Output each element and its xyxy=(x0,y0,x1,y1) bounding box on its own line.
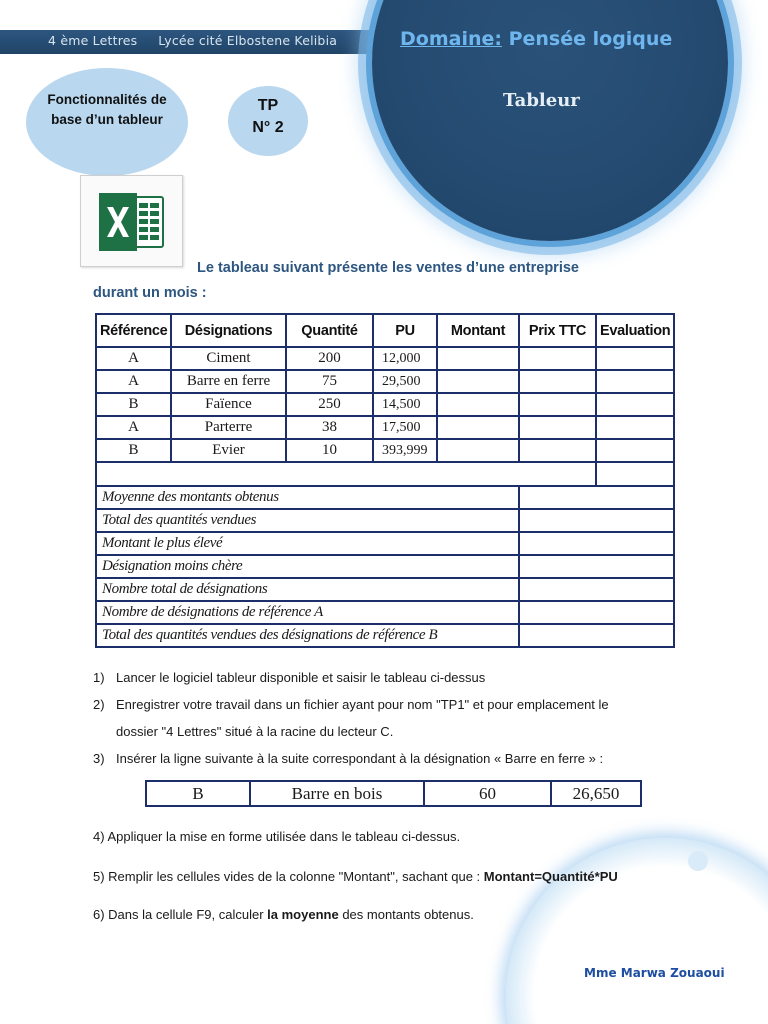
summary-row xyxy=(96,509,674,532)
instruction-text: 6) Dans la cellule F9, calculer xyxy=(93,907,264,922)
instruction-text: des montants obtenus. xyxy=(342,907,474,922)
instruction-text: 5) Remplir les cellules vides de la colonne "Montant", sachant que : xyxy=(93,869,481,884)
summary-label: Montant le plus élevé xyxy=(96,532,519,555)
header-reference: Référence xyxy=(96,314,171,347)
topic-line-1: Fonctionnalités de xyxy=(47,92,167,107)
cell-designation: Evier xyxy=(171,439,286,462)
cell-pu: 29,500 xyxy=(373,370,437,393)
domain-label: Domaine: xyxy=(400,28,502,50)
table-row xyxy=(96,393,674,416)
summary-value-cell xyxy=(519,578,674,601)
instruction-number: 1) xyxy=(93,670,105,685)
topic-line-2: base d’un tableur xyxy=(51,112,163,127)
blank-cell xyxy=(596,462,674,486)
tp-line-1: TP xyxy=(257,97,279,114)
cell-prix-ttc xyxy=(519,439,596,462)
cell-pu: 26,650 xyxy=(551,781,641,806)
blank-cell xyxy=(96,462,596,486)
instruction-number: 3) xyxy=(93,751,105,766)
table-row xyxy=(96,416,674,439)
cell-montant xyxy=(437,439,519,462)
cell-evaluation xyxy=(596,416,674,439)
summary-label: Nombre de désignations de référence A xyxy=(96,601,519,624)
instruction-4: 4) Appliquer la mise en forme utilisée dans le tableau ci-dessus. xyxy=(93,829,461,844)
cell-quantite: 38 xyxy=(286,416,373,439)
cell-prix-ttc xyxy=(519,393,596,416)
cell-prix-ttc xyxy=(519,370,596,393)
cell-quantite: 200 xyxy=(286,347,373,370)
summary-label: Nombre total de désignations xyxy=(96,578,519,601)
cell-evaluation xyxy=(596,393,674,416)
school-label: 4 ème Lettres Lycée cité Elbostene Kelibia xyxy=(48,33,338,48)
summary-label: Désignation moins chère xyxy=(96,555,519,578)
summary-row xyxy=(96,578,674,601)
instruction-1 xyxy=(93,670,485,685)
cell-pu: 12,000 xyxy=(373,347,437,370)
summary-value-cell xyxy=(519,601,674,624)
cell-pu: 393,999 xyxy=(373,439,437,462)
table-row xyxy=(96,370,674,393)
instruction-text: Enregistrer votre travail dans un fichier ayant pour nom "TP1" et pour emplacement le xyxy=(116,697,609,712)
instruction-number: 2) xyxy=(93,697,105,712)
emphasis-text: la moyenne xyxy=(267,907,339,922)
cell-designation: Barre en ferre xyxy=(171,370,286,393)
header-pu: PU xyxy=(373,314,437,347)
cell-reference: A xyxy=(96,416,171,439)
cell-quantite: 60 xyxy=(424,781,551,806)
formula-text: Montant=Quantité*PU xyxy=(483,869,618,884)
domain-value: Pensée logique xyxy=(508,28,673,50)
cell-reference: B xyxy=(96,439,171,462)
table-blank-row xyxy=(96,462,674,486)
excel-icon xyxy=(99,193,165,251)
summary-value-cell xyxy=(519,624,674,647)
cell-pu: 17,500 xyxy=(373,416,437,439)
instruction-text: Lancer le logiciel tableur disponible et saisir le tableau ci-dessus xyxy=(116,670,486,685)
summary-value-cell xyxy=(519,532,674,555)
summary-row xyxy=(96,555,674,578)
summary-value-cell xyxy=(519,486,674,509)
cell-quantite: 250 xyxy=(286,393,373,416)
cell-montant xyxy=(437,347,519,370)
cell-reference: A xyxy=(96,370,171,393)
instruction-text: dossier "4 Lettres" situé à la racine du lecteur C. xyxy=(116,724,394,739)
decorative-spot xyxy=(688,851,708,871)
cell-reference: B xyxy=(96,393,171,416)
instruction-5 xyxy=(93,869,618,884)
cell-evaluation xyxy=(596,370,674,393)
decorative-circle xyxy=(506,838,768,1024)
cell-montant xyxy=(437,416,519,439)
cell-designation: Faïence xyxy=(171,393,286,416)
domain-title xyxy=(400,28,672,50)
cell-montant xyxy=(437,393,519,416)
header-evaluation: Evaluation xyxy=(596,314,674,347)
header-designations: Désignations xyxy=(171,314,286,347)
insert-row-table xyxy=(145,780,642,807)
summary-label: Total des quantités vendues des désignations de référence B xyxy=(96,624,519,647)
instruction-2-cont xyxy=(93,724,393,739)
cell-designation: Barre en bois xyxy=(250,781,424,806)
cell-quantite: 75 xyxy=(286,370,373,393)
header-prix-ttc: Prix TTC xyxy=(519,314,596,347)
header-montant: Montant xyxy=(437,314,519,347)
cell-reference: B xyxy=(146,781,250,806)
summary-label: Total des quantités vendues xyxy=(96,509,519,532)
summary-row xyxy=(96,486,674,509)
instruction-6 xyxy=(93,907,474,922)
summary-row xyxy=(96,624,674,647)
cell-evaluation xyxy=(596,439,674,462)
instruction-3 xyxy=(93,751,603,766)
cell-designation: Ciment xyxy=(171,347,286,370)
table-row xyxy=(146,781,641,806)
summary-value-cell xyxy=(519,509,674,532)
summary-row xyxy=(96,532,674,555)
cell-prix-ttc xyxy=(519,416,596,439)
header-quantite: Quantité xyxy=(286,314,373,347)
cell-designation: Parterre xyxy=(171,416,286,439)
cell-montant xyxy=(437,370,519,393)
cell-evaluation xyxy=(596,347,674,370)
table-header-row xyxy=(96,314,674,347)
cell-prix-ttc xyxy=(519,347,596,370)
tp-badge xyxy=(228,95,308,139)
table-row xyxy=(96,347,674,370)
intro-text-2: durant un mois : xyxy=(93,285,207,301)
tp-line-2: N° 2 xyxy=(252,119,284,136)
intro-text-1: Le tableau suivant présente les ventes d’une entreprise xyxy=(197,260,579,276)
table-row xyxy=(96,439,674,462)
cell-reference: A xyxy=(96,347,171,370)
sales-table xyxy=(95,313,675,648)
summary-value-cell xyxy=(519,555,674,578)
instruction-2 xyxy=(93,697,609,712)
topic-label xyxy=(30,90,184,130)
summary-label: Moyenne des montants obtenus xyxy=(96,486,519,509)
cell-pu: 14,500 xyxy=(373,393,437,416)
summary-row xyxy=(96,601,674,624)
subject-title: Tableur xyxy=(503,90,580,111)
cell-quantite: 10 xyxy=(286,439,373,462)
instruction-text: Insérer la ligne suivante à la suite correspondant à la désignation « Barre en ferre » : xyxy=(116,751,604,766)
author-name: Mme Marwa Zouaoui xyxy=(584,966,725,980)
